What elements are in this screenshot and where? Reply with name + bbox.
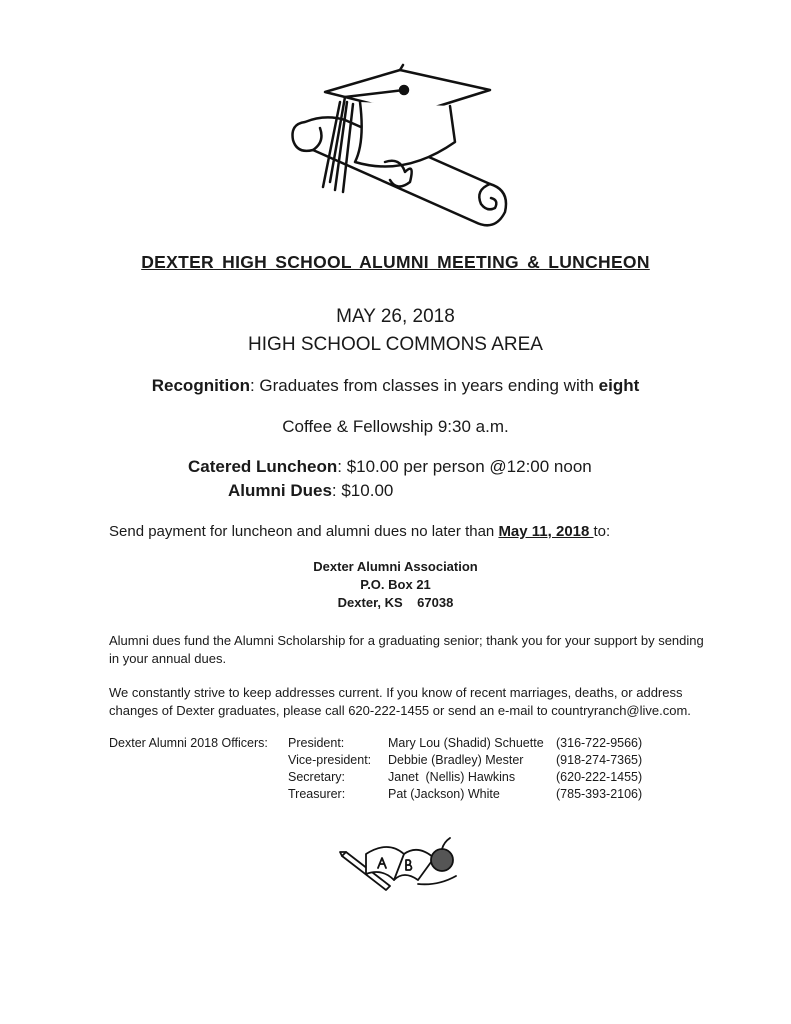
officer-name: Pat (Jackson) White bbox=[388, 787, 500, 801]
officer-phone: (785-393-2106) bbox=[556, 787, 643, 801]
officer-role: Treasurer: bbox=[288, 787, 346, 801]
officer-name: Mary Lou (Shadid) Schuette bbox=[388, 736, 544, 750]
mailing-address bbox=[0, 558, 791, 612]
officer-phone: (918-274-7365) bbox=[556, 753, 643, 767]
scholarship-paragraph: Alumni dues fund the Alumni Scholarship for a graduating senior; thank you for your support by sending in your annual dues. bbox=[109, 633, 704, 666]
payment-suffix: to: bbox=[593, 523, 611, 540]
dues-line bbox=[228, 481, 393, 501]
page-title: DEXTER HIGH SCHOOL ALUMNI MEETING & LUNCHEON bbox=[141, 252, 650, 272]
officer-phone: (316-722-9566) bbox=[556, 736, 643, 750]
officer-name: Debbie (Bradley) Mester bbox=[388, 753, 524, 767]
recognition-emphasis: eight bbox=[598, 376, 640, 395]
event-location: HIGH SCHOOL COMMONS AREA bbox=[248, 334, 543, 355]
officer-role: Secretary: bbox=[288, 770, 345, 784]
recognition-label: Recognition bbox=[151, 376, 250, 395]
officer-names bbox=[388, 735, 544, 803]
luncheon-text: : $10.00 per person @12:00 noon bbox=[337, 457, 592, 476]
officer-roles bbox=[288, 735, 371, 803]
address-line: Dexter Alumni Association bbox=[313, 559, 478, 574]
address-line: Dexter, KS 67038 bbox=[337, 595, 454, 610]
officers-heading: Dexter Alumni 2018 Officers: bbox=[109, 736, 268, 750]
coffee-line: Coffee & Fellowship 9:30 a.m. bbox=[282, 417, 509, 436]
recognition-line bbox=[0, 376, 791, 396]
payment-line bbox=[109, 523, 610, 540]
event-date: MAY 26, 2018 bbox=[336, 306, 455, 327]
officer-name: Janet (Nellis) Hawkins bbox=[388, 770, 516, 784]
luncheon-label: Catered Luncheon bbox=[188, 457, 338, 476]
graduation-cap-diploma-icon bbox=[285, 62, 515, 237]
recognition-text: : Graduates from classes in years ending with bbox=[249, 376, 599, 395]
contact-paragraph: We constantly strive to keep addresses current. If you know of recent marriages, deaths, or address changes of Dexter graduates, please call 620-222-1455 or send an e-mail to countryranch@live.com. bbox=[109, 685, 691, 718]
luncheon-line bbox=[188, 457, 592, 477]
officer-role: Vice-president: bbox=[288, 753, 372, 767]
book-apple-pencil-icon bbox=[338, 832, 463, 897]
payment-deadline: May 11, 2018 bbox=[498, 523, 594, 540]
address-line: P.O. Box 21 bbox=[360, 577, 431, 592]
officer-role: President: bbox=[288, 736, 345, 750]
officer-phones bbox=[556, 735, 642, 803]
dues-text: : $10.00 bbox=[331, 481, 394, 500]
dues-label: Alumni Dues bbox=[228, 481, 332, 500]
payment-text: Send payment for luncheon and alumni dues no later than bbox=[109, 523, 499, 540]
officer-phone: (620-222-1455) bbox=[556, 770, 643, 784]
